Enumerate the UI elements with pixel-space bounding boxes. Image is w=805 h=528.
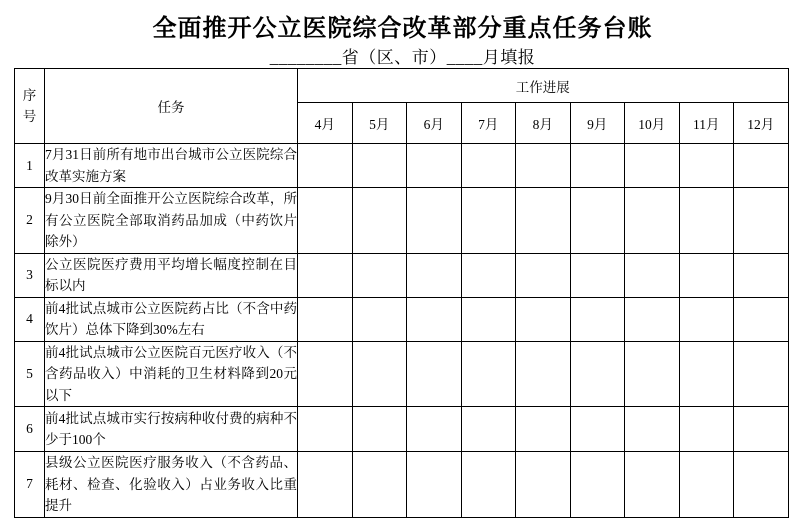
row-number: 1: [15, 144, 45, 188]
progress-cell-5月-row5: [352, 341, 407, 407]
progress-cell-9月-row4: [570, 297, 625, 341]
column-header-task: 任务: [45, 69, 298, 144]
month-header-12月: 12月: [734, 103, 789, 144]
progress-cell-7月-row3: [461, 253, 516, 297]
month-header-11月: 11月: [679, 103, 734, 144]
progress-cell-7月-row4: [461, 297, 516, 341]
progress-cell-11月-row7: [679, 452, 734, 518]
progress-cell-8月-row5: [516, 341, 571, 407]
progress-cell-8月-row7: [516, 452, 571, 518]
row-number: 4: [15, 297, 45, 341]
progress-cell-12月-row6: [734, 407, 789, 452]
progress-cell-4月-row6: [298, 407, 353, 452]
progress-cell-7月-row1: [461, 144, 516, 188]
progress-cell-9月-row5: [570, 341, 625, 407]
progress-cell-7月-row5: [461, 341, 516, 407]
table-row: [15, 188, 789, 254]
progress-cell-8月-row6: [516, 407, 571, 452]
progress-cell-11月-row3: [679, 253, 734, 297]
progress-cell-11月-row5: [679, 341, 734, 407]
table-row: [15, 341, 789, 407]
column-header-serial-label: 序号: [22, 88, 37, 124]
month-header-5月: 5月: [352, 103, 407, 144]
progress-cell-5月-row7: [352, 452, 407, 518]
table-row: [15, 253, 789, 297]
table-row: [15, 452, 789, 518]
progress-cell-12月-row2: [734, 188, 789, 254]
progress-cell-10月-row3: [625, 253, 680, 297]
column-header-progress: 工作进展: [298, 69, 789, 103]
task-text: 7月31日前所有地市出台城市公立医院综合改革实施方案: [45, 144, 298, 188]
progress-cell-8月-row1: [516, 144, 571, 188]
progress-cell-12月-row7: [734, 452, 789, 518]
task-text: 县级公立医院医疗服务收入（不含药品、耗材、检查、化验收入）占业务收入比重提升: [45, 452, 298, 518]
row-number: 5: [15, 341, 45, 407]
task-text: 前4批试点城市公立医院药占比（不含中药饮片）总体下降到30%左右: [45, 297, 298, 341]
progress-cell-5月-row1: [352, 144, 407, 188]
progress-cell-10月-row1: [625, 144, 680, 188]
column-header-serial: [15, 69, 45, 144]
progress-cell-5月-row2: [352, 188, 407, 254]
row-number: 7: [15, 452, 45, 518]
progress-cell-6月-row4: [407, 297, 462, 341]
progress-cell-9月-row7: [570, 452, 625, 518]
progress-cell-12月-row1: [734, 144, 789, 188]
progress-cell-4月-row5: [298, 341, 353, 407]
progress-cell-12月-row3: [734, 253, 789, 297]
progress-cell-5月-row3: [352, 253, 407, 297]
progress-cell-6月-row1: [407, 144, 462, 188]
progress-cell-11月-row6: [679, 407, 734, 452]
month-header-10月: 10月: [625, 103, 680, 144]
progress-cell-8月-row2: [516, 188, 571, 254]
progress-cell-6月-row6: [407, 407, 462, 452]
progress-cell-8月-row4: [516, 297, 571, 341]
task-text: 公立医院医疗费用平均增长幅度控制在目标以内: [45, 253, 298, 297]
month-header-4月: 4月: [298, 103, 353, 144]
progress-cell-9月-row1: [570, 144, 625, 188]
progress-cell-8月-row3: [516, 253, 571, 297]
progress-cell-9月-row6: [570, 407, 625, 452]
table-row: [15, 407, 789, 452]
progress-cell-4月-row2: [298, 188, 353, 254]
progress-cell-12月-row4: [734, 297, 789, 341]
progress-cell-9月-row2: [570, 188, 625, 254]
progress-cell-11月-row4: [679, 297, 734, 341]
row-number: 3: [15, 253, 45, 297]
page-subtitle: ________省（区、市）____月填报: [269, 48, 536, 67]
progress-cell-6月-row7: [407, 452, 462, 518]
month-header-7月: 7月: [461, 103, 516, 144]
month-header-8月: 8月: [516, 103, 571, 144]
progress-cell-6月-row2: [407, 188, 462, 254]
progress-cell-6月-row3: [407, 253, 462, 297]
task-ledger-table: [14, 68, 789, 518]
page-title: 全面推开公立医院综合改革部分重点任务台账: [152, 16, 653, 42]
progress-cell-10月-row5: [625, 341, 680, 407]
table-row: [15, 297, 789, 341]
progress-cell-11月-row1: [679, 144, 734, 188]
progress-cell-9月-row3: [570, 253, 625, 297]
progress-cell-6月-row5: [407, 341, 462, 407]
month-header-9月: 9月: [570, 103, 625, 144]
progress-cell-4月-row3: [298, 253, 353, 297]
month-header-6月: 6月: [407, 103, 462, 144]
row-number: 6: [15, 407, 45, 452]
progress-cell-11月-row2: [679, 188, 734, 254]
progress-cell-7月-row7: [461, 452, 516, 518]
progress-cell-10月-row4: [625, 297, 680, 341]
progress-cell-10月-row6: [625, 407, 680, 452]
progress-cell-4月-row1: [298, 144, 353, 188]
progress-cell-4月-row7: [298, 452, 353, 518]
progress-cell-5月-row4: [352, 297, 407, 341]
task-text: 9月30日前全面推开公立医院综合改革，所有公立医院全部取消药品加成（中药饮片除外）: [45, 188, 298, 254]
progress-cell-4月-row4: [298, 297, 353, 341]
table-row: [15, 144, 789, 188]
task-text: 前4批试点城市公立医院百元医疗收入（不含药品收入）中消耗的卫生材料降到20元以下: [45, 341, 298, 407]
progress-cell-7月-row6: [461, 407, 516, 452]
progress-cell-12月-row5: [734, 341, 789, 407]
header-row-top: [15, 69, 789, 103]
task-text: 前4批试点城市实行按病种收付费的病种不少于100个: [45, 407, 298, 452]
progress-cell-5月-row6: [352, 407, 407, 452]
row-number: 2: [15, 188, 45, 254]
progress-cell-10月-row7: [625, 452, 680, 518]
progress-cell-10月-row2: [625, 188, 680, 254]
progress-cell-7月-row2: [461, 188, 516, 254]
